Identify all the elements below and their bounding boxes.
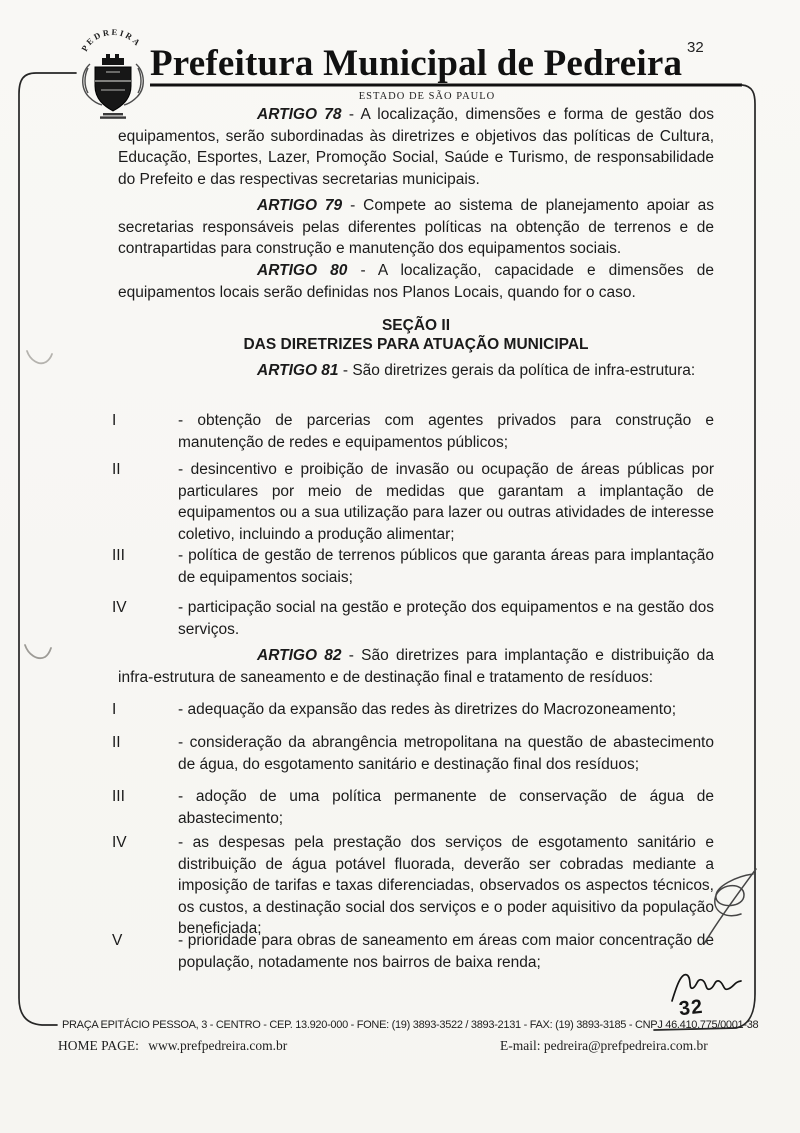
artigo-80-text: - A localização, capacidade e dimensões de equipamentos locais serão definidas nos Planos Locais, quando for o caso. [118, 262, 714, 301]
footer-homepage-label: HOME PAGE: [58, 1038, 139, 1053]
artigo-82-item-1 [112, 699, 714, 721]
artigo-81-text: - São diretrizes gerais da política de infra-estrutura: [342, 362, 696, 379]
artigo-81-item-2 [112, 459, 714, 545]
artigo-81-item-4 [112, 597, 714, 640]
artigo-82-item-5 [112, 930, 714, 973]
item-text: - obtenção de parcerias com agentes privados para construção e manutenção de redes e equipamentos públicos; [178, 412, 714, 451]
item-text: - consideração da abrangência metropolitana na questão de abastecimento de água, do esgotamento sanitário e destinação final dos resíduos; [178, 734, 714, 773]
section-heading [118, 317, 714, 354]
header-subtitle: ESTADO DE SÃO PAULO [358, 91, 496, 102]
roman-numeral: IV [112, 599, 127, 616]
roman-numeral: IV [112, 834, 127, 851]
frame-border-left [19, 73, 76, 1025]
artigo-80-paragraph [118, 260, 714, 303]
footer-email-value: pedreira@prefpedreira.com.br [543, 1038, 708, 1053]
item-text: - participação social na gestão e proteção dos equipamentos e na gestão dos serviços. [178, 599, 714, 638]
artigo-82-item-4 [112, 832, 714, 940]
roman-numeral: II [112, 461, 121, 478]
roman-numeral: I [112, 412, 117, 429]
footer-email [500, 1038, 708, 1054]
artigo-79-paragraph [118, 195, 714, 260]
artigo-78-paragraph [118, 104, 714, 190]
artigo-80-label: ARTIGO 80 [257, 262, 348, 279]
logo-crown [102, 54, 124, 65]
artigo-79-label: ARTIGO 79 [257, 197, 343, 214]
footer-homepage-url: www.prefpedreira.com.br [148, 1038, 288, 1053]
logo-arc-text: PEDREIRA [79, 26, 144, 54]
artigo-81-paragraph [118, 360, 714, 382]
item-text: - adoção de uma política permanente de conservação de água de abastecimento; [178, 788, 714, 827]
handwritten-page-number: 32 [677, 995, 705, 1021]
artigo-82-label: ARTIGO 82 [257, 647, 342, 664]
artigo-81-label: ARTIGO 81 [257, 362, 339, 379]
section-heading-line1: SEÇÃO II [381, 317, 451, 334]
pencil-check-mark-2 [25, 645, 51, 658]
artigo-82-text: - São diretrizes para implantação e distribuição da infra-estrutura de saneamento e de destinação final e tratamento de resíduos: [118, 647, 715, 686]
item-text: - as despesas pela prestação dos serviços de esgotamento sanitário e distribuição de água potável fluorada, deverão ser cobradas mediante a imposição de tarifas e taxas diferenciadas, observados os aspectos técnicos, os custos, a destinação social dos serviços e o poder aquisitivo da população beneficiada; [178, 834, 714, 937]
footer-email-label: E-mail: [500, 1038, 541, 1053]
artigo-81-item-3 [112, 545, 714, 588]
artigo-82-paragraph [118, 645, 714, 688]
roman-numeral: II [112, 734, 121, 751]
item-text: - desincentivo e proibição de invasão ou ocupação de áreas públicas por particulares por meio de medidas que garantam a implantação de equipamentos ou a sua utilização para lazer ou outras atividades de interesse coletivo, incluindo a produção alimentar; [178, 461, 714, 543]
artigo-81-item-1 [112, 410, 714, 453]
item-text: - política de gestão de terrenos públicos que garanta áreas para implantação de equipamentos sociais; [178, 547, 714, 586]
artigo-82-item-2 [112, 732, 714, 775]
page-number: 32 [687, 39, 704, 56]
roman-numeral: III [112, 547, 125, 564]
roman-numeral: V [112, 932, 123, 949]
roman-numeral: III [112, 788, 125, 805]
page-title: Prefeitura Municipal de Pedreira [150, 43, 683, 84]
item-text: - prioridade para obras de saneamento em áreas com maior concentração de população, notadamente nos bairros de baixa renda; [178, 932, 714, 971]
artigo-78-label: ARTIGO 78 [257, 106, 342, 123]
artigo-78-text: - A localização, dimensões e forma de gestão dos equipamentos, serão subordinadas às diretrizes e objetivos das políticas de Cultura, Educação, Esportes, Lazer, Promoção Social, Saúde e Turismo, de responsabilidade do Prefeito e das respectivas secretarias municipais. [118, 106, 715, 188]
pencil-check-mark-1 [27, 351, 52, 363]
footer-homepage [58, 1038, 287, 1054]
artigo-79-text: - Compete ao sistema de planejamento apoiar as secretarias responsáveis pelas diferentes políticas na obtenção de terrenos e de contrapartidas para construção e manutenção dos equipamentos sociais. [118, 197, 714, 257]
section-heading-line2: DAS DIRETRIZES PARA ATUAÇÃO MUNICIPAL [243, 335, 589, 353]
roman-numeral: I [112, 701, 117, 718]
item-text: - adequação da expansão das redes às diretrizes do Macrozoneamento; [178, 701, 677, 718]
artigo-82-item-3 [112, 786, 714, 829]
footer-address: PRAÇA EPITÁCIO PESSOA, 3 - CENTRO - CEP. 13.920-000 - FONE: (19) 3893-3522 / 3893-2131 - FAX: (19) 3893-3185 - CNPJ 46.410.775/0001-38 [62, 1019, 759, 1031]
